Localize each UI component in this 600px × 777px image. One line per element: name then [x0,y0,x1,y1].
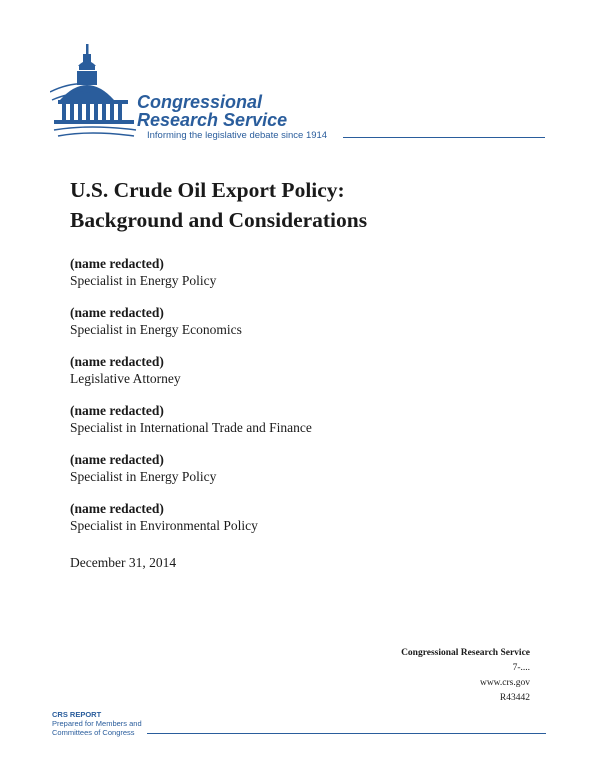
report-number: R43442 [499,693,530,703]
publisher-name: Congressional Research Service [401,648,530,658]
author-list [70,256,540,550]
author-entry [70,305,540,354]
author-role: Specialist in Energy Policy [70,469,217,484]
author-entry [70,452,540,501]
title-line1: U.S. Crude Oil Export Policy: [70,178,345,202]
logo-wordmark [137,93,287,129]
crs-logo [50,40,550,150]
author-name: (name redacted) [70,305,164,320]
capitol-dome-icon [50,40,140,150]
author-role: Specialist in Energy Economics [70,322,242,337]
author-entry [70,256,540,305]
publisher-phone: 7-.... [512,663,530,673]
logo-name-line2: Research Service [137,110,288,130]
publisher-block [401,646,530,706]
author-entry [70,403,540,452]
logo-name-line1: Congressional [137,92,263,112]
footer-line3: Committees of Congress [52,728,135,737]
author-entry [70,501,540,550]
footer [52,710,546,740]
author-role: Specialist in International Trade and Finance [70,420,312,435]
author-name: (name redacted) [70,501,164,516]
logo-tagline: Informing the legislative debate since 1914 [147,130,328,141]
author-role: Specialist in Environmental Policy [70,518,258,533]
footer-line2: Prepared for Members and [52,719,142,728]
author-name: (name redacted) [70,354,164,369]
author-role: Specialist in Energy Policy [70,273,217,288]
author-name: (name redacted) [70,256,164,271]
logo-divider [343,137,545,138]
author-role: Legislative Attorney [70,371,181,386]
author-entry [70,354,540,403]
author-name: (name redacted) [70,452,164,467]
report-date: December 31, 2014 [70,555,177,570]
report-title [70,175,540,235]
footer-divider [147,733,546,734]
footer-crs-report: CRS REPORT [52,710,102,719]
author-name: (name redacted) [70,403,164,418]
publisher-website: www.crs.gov [479,678,530,688]
title-line2: Background and Considerations [70,208,368,232]
